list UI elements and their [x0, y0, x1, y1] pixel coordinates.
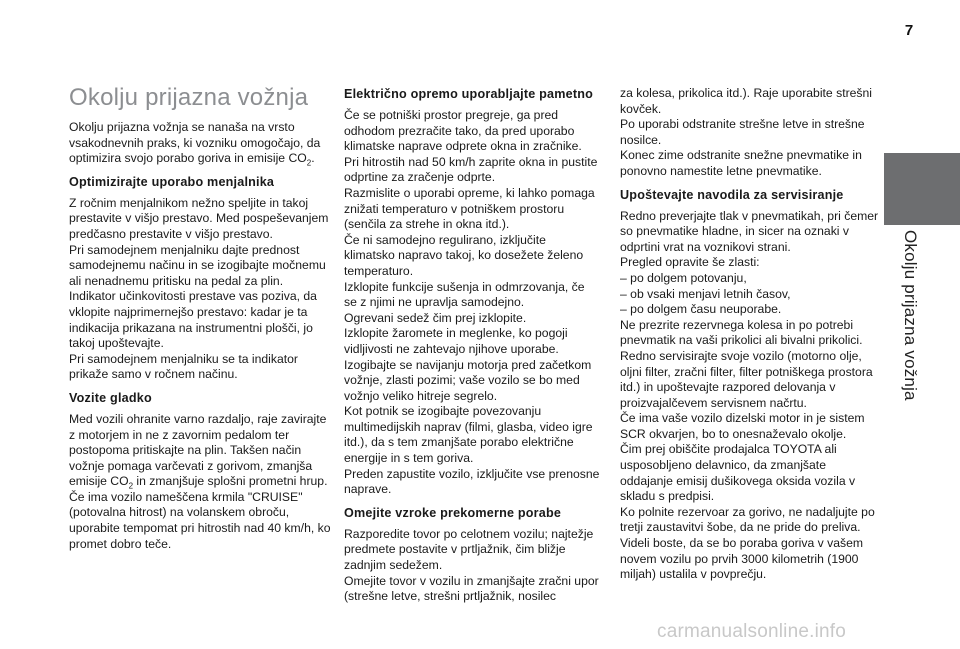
page-number: 7 [904, 22, 914, 39]
paragraph-electrical-equipment: Če se potniški prostor pregreje, ga pred odhodom prezračite tako, da pred uporabo klimatske naprave odprete okna in zračnike. Pri hitrostih nad 50 km/h zaprite okna in pustite odprtine za zračenje odprte. Razmislite o uporabi opreme, ki lahko pomaga znižati temperaturo v potniškem prostoru (senčila za strehe in okna itd.). Če ni samodejno regulirano, izključite klimatsko napravo takoj, ko dosežete želeno temperaturo. Izklopite funkcije sušenja in odmrzovanja, če se z njimi ne upravlja samodejno. Ogrevani sedež čim prej izklopite. Izklopite žaromete in meglenke, ko pogoji vidljivosti ne zahtevajo njihove uporabe. Izogibajte se navijanju motorja pred začetkom vožnje, zlasti pozimi; vaše vozilo se bo med vožnjo veliko hitreje segrelo. Kot potnik se izogibajte povezovanju multimedijskih naprav (filmi, glasba, video igre itd.), da s tem zmanjšate porabo električne energije in s tem goriva. Preden zapustite vozilo, izključite vse prenosne naprave. [344, 108, 600, 497]
column-right [620, 86, 882, 583]
heading-servicing: Upoštevajte navodila za servisiranje [620, 187, 844, 202]
paragraph-excess-consumption: Razporedite tovor po celotnem vozilu; najtežje predmete postavite v prtljažnik, čim bližje zadnjim sedežem. Omejite tovor v vozilu in zmanjšajte zračni upor (strešne letve, strešni prtljažnik, nosilec [344, 526, 599, 604]
paragraph-servicing: Redno preverjajte tlak v pnevmatikah, pri čemer so pnevmatike hladne, in sicer na oznaki v odprtini vrat na voznikovi strani. Pregled opravite še zlasti: – po dolgem potovanju, – ob vsaki menjavi letnih časov, – po dolgem času neuporabe. Ne prezrite rezervnega kolesa in po potrebi pnevmatik na vaši prikolici ali bivalni prikolici. Redno servisirajte svoje vozilo (motorno olje, oljni filter, zračni filter, filter potniškega prostora itd.) in upoštevajte razpored delovanja v proizvajalčevem servisnem načrtu. Če ima vaše vozilo dizelski motor in je sistem SCR okvarjen, bo to onesnaževalo okolje. Čim prej obiščite prodajalca TOYOTA ali usposobljeno delavnico, da zmanjšate oddajanje emisij dušikovega oksida vozila v skladu s predpisi. Ko polnite rezervoar za gorivo, ne nadaljujte po tretji zaustavitvi šobe, da ne pride do preliva. Videli boste, da se bo poraba goriva v vašem novem vozilu po prvih 3000 kilometrih (1900 miljah) ustalila v povprečju. [620, 208, 879, 582]
paragraph-gearbox: Z ročnim menjalnikom nežno speljite in takoj prestavite v višjo prestavo. Med pospeševanjem predčasno prestavite v višjo prestavo. Pri samodejnem menjalniku dajte prednost samodejnemu načinu in se izogibajte močnemu ali nenadnemu pritisku na pedal za plin. Indikator učinkovitosti prestave vas poziva, da vklopite najprimernejšo prestavo: kadar je ta indikacija prikazana na instrumentni plošči, jo takoj upoštevajte. Pri samodejnem menjalniku se ta indikator prikaže samo v ročnem načinu. [69, 195, 329, 382]
heading-drive-smoothly: Vozite gladko [69, 390, 152, 405]
side-tab-marker [884, 153, 960, 225]
page-title: Okolju prijazna vožnja [69, 84, 309, 111]
side-tab-label: Okolju prijazna vožnja [901, 230, 920, 401]
intro-paragraph: Okolju prijazna vožnja se nanaša na vrsto vsakodnevnih praks, ki vozniku omogočajo, da optimizira svojo porabo goriva in emisije $CO_2$. [69, 120, 321, 168]
column-left [69, 84, 331, 552]
paragraph-continued: za kolesa, prikolica itd.). Raje uporabite strešni kovček. Po uporabi odstranite strešne letve in strešne nosilce. Konec zime odstranite snežne pnevmatike in ponovno namestite letne pnevmatike. [620, 86, 872, 178]
column-middle [344, 86, 600, 605]
paragraph-drive-smoothly: Med vozili ohranite varno razdaljo, raje zavirajte z motorjem in ne z zavornim pedalom ter postopoma pritiskajte na plin. Takšen način vožnje pomaga varčevati z gorivom, zmanjša emisije $CO_2$ in zmanjšuje splošni prometni hrup. Če ima vozilo nameščena krmila "CRUISE"(potovalna hitrost) na volanskem obroču, uporabite tempomat pri hitrostih nad 40 km/h, ko promet dobro teče. [69, 411, 331, 551]
heading-electrical-equipment: Električno opremo uporabljajte pametno [344, 87, 594, 101]
heading-gearbox: Optimizirajte uporabo menjalnika [69, 174, 275, 189]
watermark: carmanualsonline.info [657, 621, 847, 642]
heading-excess-consumption: Omejite vzroke prekomerne porabe [344, 505, 562, 520]
